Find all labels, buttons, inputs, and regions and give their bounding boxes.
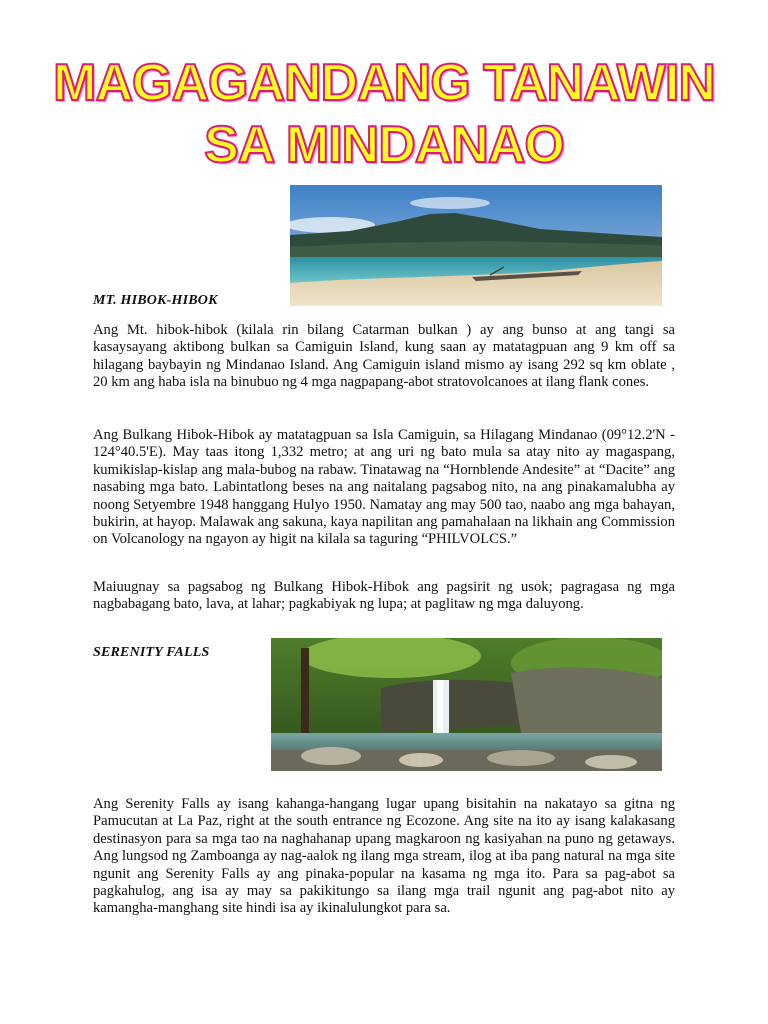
serenity-falls-photo xyxy=(271,638,662,771)
page-title xyxy=(0,52,768,176)
section-heading-mt-hibok-hibok: MT. HIBOK-HIBOK xyxy=(93,293,218,308)
paragraph: Maiuugnay sa pagsabog ng Bulkang Hibok-Hibok ang pagsirit ng usok; pagragasa ng mga nagbabagang bato, lava, at lahar; pagkabiyak ng lupa; at paglitaw ng mga daluyong. xyxy=(93,579,675,613)
mountain-beach-image xyxy=(290,185,662,306)
mt-hibok-hibok-photo xyxy=(290,185,662,306)
paragraph: Ang Bulkang Hibok-Hibok ay matatagpuan sa Isla Camiguin, sa Hilagang Mindanao (09°12.2'N - 124°40.5'E). May taas itong 1,332 metro; at ang uri ng bato mula sa atay nito ay magaspang, kumikislap-kislap ang mala-bubog na rabaw. Tinatawag na “Hornblende Andesite” at “Dacite” ang nasabing mga bato. Labintatlong beses na ang naitalang pagsabog nito, na ang pinakamalubha ay noong Setyembre 1948 hanggang Hulyo 1950. Namatay ang may 500 tao, naabo ang mga bahayan, bukirin, at hayop. Malawak ang sakuna, kaya napilitan ang pamahalaan na likhain ang Commission on Volcanology na ngayon ay higit na kilala sa taguring “PHILVOLCS.” xyxy=(93,427,675,548)
title-line-1: MAGAGANDANG TANAWIN xyxy=(53,54,715,112)
paragraph: Ang Mt. hibok-hibok (kilala rin bilang Catarman bulkan ) ay ang bunso at ang tangi sa kasaysayang aktibong bulkan sa Camiguin Island, kung saan ay matatagpuan ang 9 km off sa hilagang baybayin ng Mindanao Island. Ang Camiguin island mismo ay isang 292 sq km oblate , 20 km ang haba isla na binubuo ng 4 mga nagpapang-abot stratovolcanoes at ilang flank cones. xyxy=(93,322,675,391)
title-line-2: SA MINDANAO xyxy=(204,116,564,174)
section-heading-serenity-falls: SERENITY FALLS xyxy=(93,645,210,660)
waterfall-image xyxy=(271,638,662,771)
paragraph: Ang Serenity Falls ay isang kahanga-hangang lugar upang bisitahin na nakatayo sa gitna ng Pamucutan at La Paz, right at the south entrance ng Ecozone. Ang site na ito ay isang kalakasang destinasyon para sa mga tao na naghahanap upang magkaroon ng kasiyahan na puno ng getaways. Ang lungsod ng Zamboanga ay nag-aalok ng ilang mga stream, ilog at iba pang natural na mga site ngunit ang Serenity Falls ay ang pinaka-popular na kasama ng mga ito. Para sa pag-abot sa pagkahulog, ang isa ay may sa pakikitungo sa ilang mga trail ngunit ang pag-abot nito ay kamangha-manghang site hindi isa ay ikinalulungkot para sa. xyxy=(93,796,675,917)
